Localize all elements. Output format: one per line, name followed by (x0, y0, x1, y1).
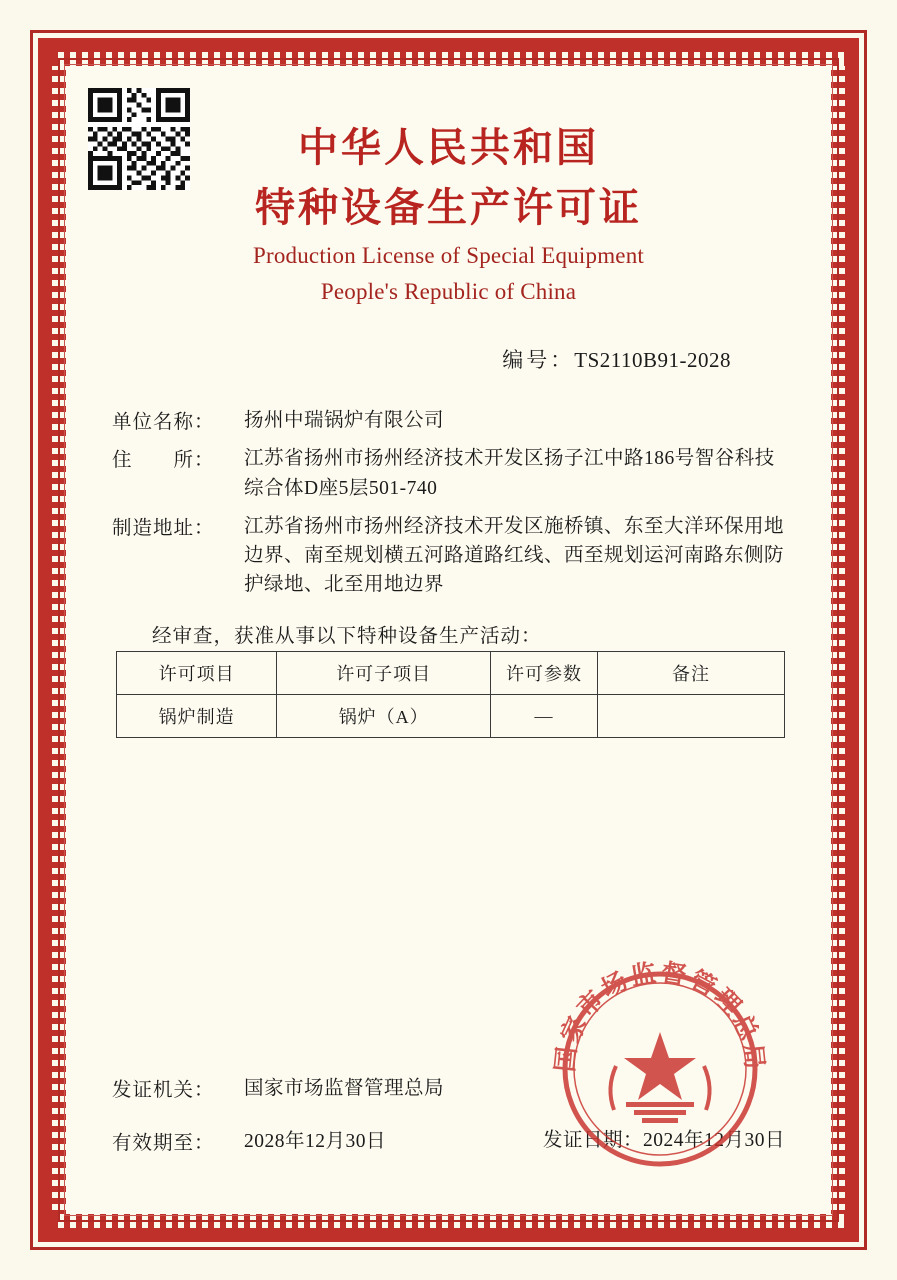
table-header-row (117, 652, 785, 695)
field-label: 有效期至： (112, 1132, 215, 1154)
field-value: 江苏省扬州市扬州经济技术开发区施桥镇、东至大洋环保用地边界、南至规划横五河路道路红线、西至规划运河南路东侧防护绿地、北至用地边界 (244, 515, 785, 596)
serial-value: TS2110B91-2028 (574, 348, 731, 372)
issue-date-label: 发证日期： (542, 1130, 643, 1151)
certificate-content (66, 66, 831, 1214)
table-cell-item: 锅炉制造 (117, 695, 277, 738)
serial-label: 编号： (502, 348, 575, 372)
field-value: 国家市场监督管理总局 (244, 1077, 445, 1099)
table-row (117, 695, 785, 738)
field-label: 单位名称： (112, 412, 215, 433)
field-label: 制造地址： (112, 517, 215, 539)
field-value: 2028年12月30日 (244, 1130, 387, 1152)
issue-date (543, 1124, 785, 1152)
table-header-cell: 许可参数 (491, 652, 598, 695)
field-address (112, 444, 791, 503)
field-value: 江苏省扬州市扬州经济技术开发区扬子江中路186号智谷科技综合体D座5层501-740 (244, 448, 775, 499)
table-cell-remark (597, 695, 784, 738)
title-english-line2: People's Republic of China (320, 278, 577, 304)
field-label: 发证机关： (112, 1079, 215, 1101)
title-chinese-line1: 中华人民共和国 (298, 124, 599, 171)
approval-statement: 经审查，获准从事以下特种设备生产活动： (152, 625, 542, 647)
field-value: 扬州中瑞锅炉有限公司 (244, 410, 445, 431)
table-header-cell: 许可子项目 (277, 652, 491, 695)
field-issuing-authority (112, 1074, 791, 1103)
table-header-cell: 许可项目 (117, 652, 277, 695)
license-scope-table (116, 651, 785, 738)
field-label: 住 所： (112, 450, 215, 472)
table-cell-parameter: — (491, 695, 598, 738)
table-cell-subitem: 锅炉（A） (277, 695, 491, 738)
issue-date-value: 2024年12月30日 (642, 1130, 785, 1151)
title-block (66, 118, 831, 309)
title-english-line1: Production License of Special Equipment (252, 243, 645, 268)
title-chinese-line2: 特种设备生产许可证 (255, 184, 642, 231)
field-company-name (112, 406, 791, 435)
serial-number (502, 344, 731, 374)
field-manufacturing-address (112, 512, 791, 600)
field-list (112, 406, 791, 648)
table-header-cell: 备注 (597, 652, 784, 695)
svg-text:国家市场监督管理总局: 国家市场监督管理总局 (550, 957, 770, 1074)
